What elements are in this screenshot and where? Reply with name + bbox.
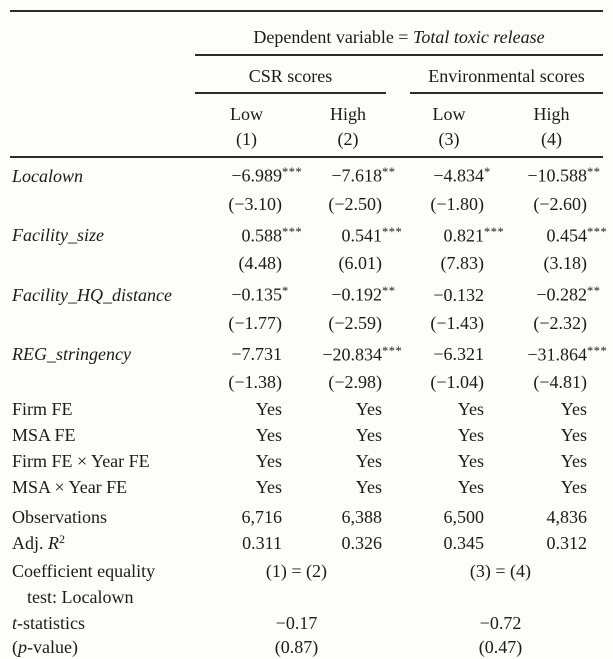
equality-pvalue-csr: (0.87) <box>274 637 319 657</box>
tstat-row-localown <box>10 190 603 218</box>
dep-var-prefix: Dependent variable = <box>253 27 413 47</box>
empty-cell <box>10 56 195 94</box>
column-header-row <box>10 94 603 157</box>
regression-table <box>10 10 608 659</box>
fe-row-msa <box>10 422 603 448</box>
variable-label: Facility_HQ_distance <box>12 284 172 305</box>
coef-cell: −0.192** <box>331 284 396 305</box>
empty-cell <box>10 94 195 157</box>
coef-value: −0.132 <box>433 284 484 305</box>
tstat-label-rest: -statistics <box>17 613 86 633</box>
empty-corner-cell <box>10 11 195 56</box>
coef-value: −7.618 <box>331 165 382 186</box>
equality-tstat-row <box>10 610 603 636</box>
tstat-cell: (−4.81) <box>533 372 587 392</box>
coef-cell: 0.588*** <box>241 224 303 245</box>
col-header-4 <box>500 94 603 157</box>
col-header-1 <box>195 94 298 157</box>
coef-cell: 0.541*** <box>341 224 403 245</box>
equality-tstat-csr: −0.17 <box>275 613 318 633</box>
fe-row-firm-year <box>10 448 603 474</box>
observations-row <box>10 500 603 530</box>
fe-cell: Yes <box>255 451 282 471</box>
col-header-2 <box>298 94 398 157</box>
dep-var-value: Total toxic release <box>412 27 545 47</box>
coef-value: −20.834 <box>322 344 382 364</box>
fe-row-msa-year <box>10 474 603 500</box>
tstat-cell: (6.01) <box>338 253 382 273</box>
equality-pair-csr: (1) = (2) <box>265 561 328 581</box>
tstat-cell: (7.83) <box>440 253 484 273</box>
col-number-1: (1) <box>236 129 257 149</box>
pvalue-label-rest: -value) <box>27 637 78 657</box>
col-number-2: (2) <box>337 129 359 149</box>
observations-cell: 6,716 <box>241 507 282 527</box>
tstat-cell: (−1.04) <box>430 372 484 392</box>
coef-cell: −0.282** <box>536 284 601 305</box>
coef-value: 0.454 <box>546 225 587 245</box>
coef-value: −4.834 <box>433 165 484 186</box>
equality-pair-env: (3) = (4) <box>469 561 532 581</box>
fe-cell: Yes <box>355 399 382 419</box>
coef-cell: 0.821*** <box>443 224 505 245</box>
fe-label: MSA × Year FE <box>12 477 128 497</box>
coef-value: 0.821 <box>443 225 484 245</box>
adj-r2-label <box>10 530 195 556</box>
equality-pvalue-row <box>10 636 603 659</box>
adj-r2-row <box>10 530 603 556</box>
coef-value: −10.588 <box>527 165 587 186</box>
col-level-1: Low <box>230 104 263 124</box>
coef-cell <box>195 337 298 369</box>
tstat-cell: (−2.50) <box>328 193 382 214</box>
fe-label: Firm FE <box>12 399 73 419</box>
fe-row-firm <box>10 396 603 422</box>
fe-cell: Yes <box>457 399 484 419</box>
observations-cell: 4,836 <box>546 507 587 527</box>
coef-cell: −4.834* <box>433 165 491 186</box>
coef-value: 0.588 <box>241 225 282 245</box>
tstat-row-facility-size <box>10 249 603 277</box>
equality-tstat-label <box>10 610 195 636</box>
adj-r2-exponent: 2 <box>59 532 65 546</box>
tstat-cell: (−1.43) <box>430 312 484 333</box>
group-header-row <box>10 56 603 94</box>
fe-cell: Yes <box>355 477 382 497</box>
fe-cell: Yes <box>255 477 282 497</box>
tstat-row-facility-hq-distance <box>10 309 603 337</box>
fe-cell: Yes <box>560 477 587 497</box>
fe-cell: Yes <box>355 425 382 445</box>
coef-cell: −6.989*** <box>231 165 303 186</box>
col-level-4: High <box>533 104 570 124</box>
group-env-cell <box>398 56 603 94</box>
adj-r2-cell: 0.326 <box>341 533 382 553</box>
empty-cell <box>10 309 195 337</box>
col-level-2: High <box>330 104 366 124</box>
fe-cell: Yes <box>255 399 282 419</box>
equality-pvalue-env: (0.47) <box>478 637 523 657</box>
tstat-cell: (−1.38) <box>228 372 282 392</box>
fe-cell: Yes <box>560 399 587 419</box>
tstat-cell: (−2.32) <box>533 312 587 333</box>
dep-var-cell <box>195 11 603 56</box>
coef-row-reg-stringency <box>10 337 603 369</box>
tstat-cell: (−2.98) <box>328 372 382 392</box>
variable-label: Facility_size <box>12 225 104 245</box>
empty-cell <box>10 368 195 396</box>
tstat-cell: (−2.59) <box>328 312 382 333</box>
coef-row-facility-hq-distance <box>10 277 603 309</box>
coef-value: −6.989 <box>231 165 282 186</box>
equality-pvalue-label <box>10 636 195 659</box>
equality-tstat-env: −0.72 <box>479 613 522 633</box>
equality-test-label-line1: Coefficient equality <box>12 561 156 581</box>
variable-label: Localown <box>12 165 84 186</box>
tstat-cell: (3.18) <box>543 253 587 273</box>
fe-cell: Yes <box>560 451 587 471</box>
fe-cell: Yes <box>560 425 587 445</box>
coef-cell: −7.618** <box>331 165 396 186</box>
coef-cell <box>398 337 500 369</box>
empty-cell <box>10 190 195 218</box>
pvalue-open-paren: ( <box>12 637 18 657</box>
adj-r2-symbol: R <box>48 533 59 553</box>
coef-value: −31.864 <box>527 344 587 364</box>
adj-r2-cell: 0.345 <box>443 533 484 553</box>
fe-label: Firm FE × Year FE <box>12 451 150 471</box>
dep-var-header <box>195 24 603 56</box>
observations-cell: 6,500 <box>443 507 484 527</box>
fe-cell: Yes <box>457 451 484 471</box>
variable-label: REG_stringency <box>12 344 131 364</box>
adj-r2-cell: 0.311 <box>242 533 282 553</box>
adj-r2-cell: 0.312 <box>546 533 587 553</box>
adj-r2-prefix: Adj. <box>12 533 48 553</box>
empty-cell <box>10 249 195 277</box>
fe-cell: Yes <box>255 425 282 445</box>
coef-cell: −31.864*** <box>527 343 608 364</box>
tstat-cell: (−1.77) <box>228 312 282 333</box>
observations-cell: 6,388 <box>341 507 382 527</box>
coef-row-facility-size <box>10 218 603 250</box>
equality-test-label-line2: test: Localown <box>27 587 134 607</box>
group-csr-cell <box>195 56 398 94</box>
group-header-csr: CSR scores <box>195 56 386 94</box>
fe-cell: Yes <box>457 425 484 445</box>
fe-label: MSA FE <box>12 425 76 445</box>
fe-cell: Yes <box>355 451 382 471</box>
pvalue-symbol: p <box>18 637 27 657</box>
tstat-symbol: t <box>12 613 18 633</box>
equality-test-label <box>10 556 195 610</box>
col-number-3: (3) <box>438 129 460 149</box>
coef-cell: −10.588** <box>527 165 601 186</box>
group-header-env: Environmental scores <box>410 56 603 94</box>
coef-value: −0.282 <box>536 284 587 305</box>
coef-cell <box>398 277 500 309</box>
tstat-cell: (4.48) <box>238 253 282 273</box>
coef-value: 0.541 <box>341 225 382 245</box>
coef-value: −6.321 <box>433 344 484 364</box>
coef-cell: 0.454*** <box>546 224 608 245</box>
fe-cell: Yes <box>457 477 484 497</box>
coef-value: −0.135 <box>231 284 282 305</box>
dep-var-row <box>10 11 603 56</box>
tstat-cell: (−3.10) <box>228 193 282 214</box>
coef-value: −0.192 <box>331 284 382 305</box>
tstat-row-reg-stringency <box>10 368 603 396</box>
equality-test-row <box>10 556 603 610</box>
coef-value: −7.731 <box>231 344 282 364</box>
tstat-cell: (−1.80) <box>430 193 484 214</box>
coef-row-localown <box>10 157 603 190</box>
coef-cell: −20.834*** <box>322 343 403 364</box>
col-header-3 <box>398 94 500 157</box>
tstat-cell: (−2.60) <box>533 193 587 214</box>
col-number-4: (4) <box>541 129 562 149</box>
observations-label: Observations <box>12 507 107 527</box>
col-level-3: Low <box>432 104 466 124</box>
coef-cell: −0.135* <box>231 284 289 305</box>
